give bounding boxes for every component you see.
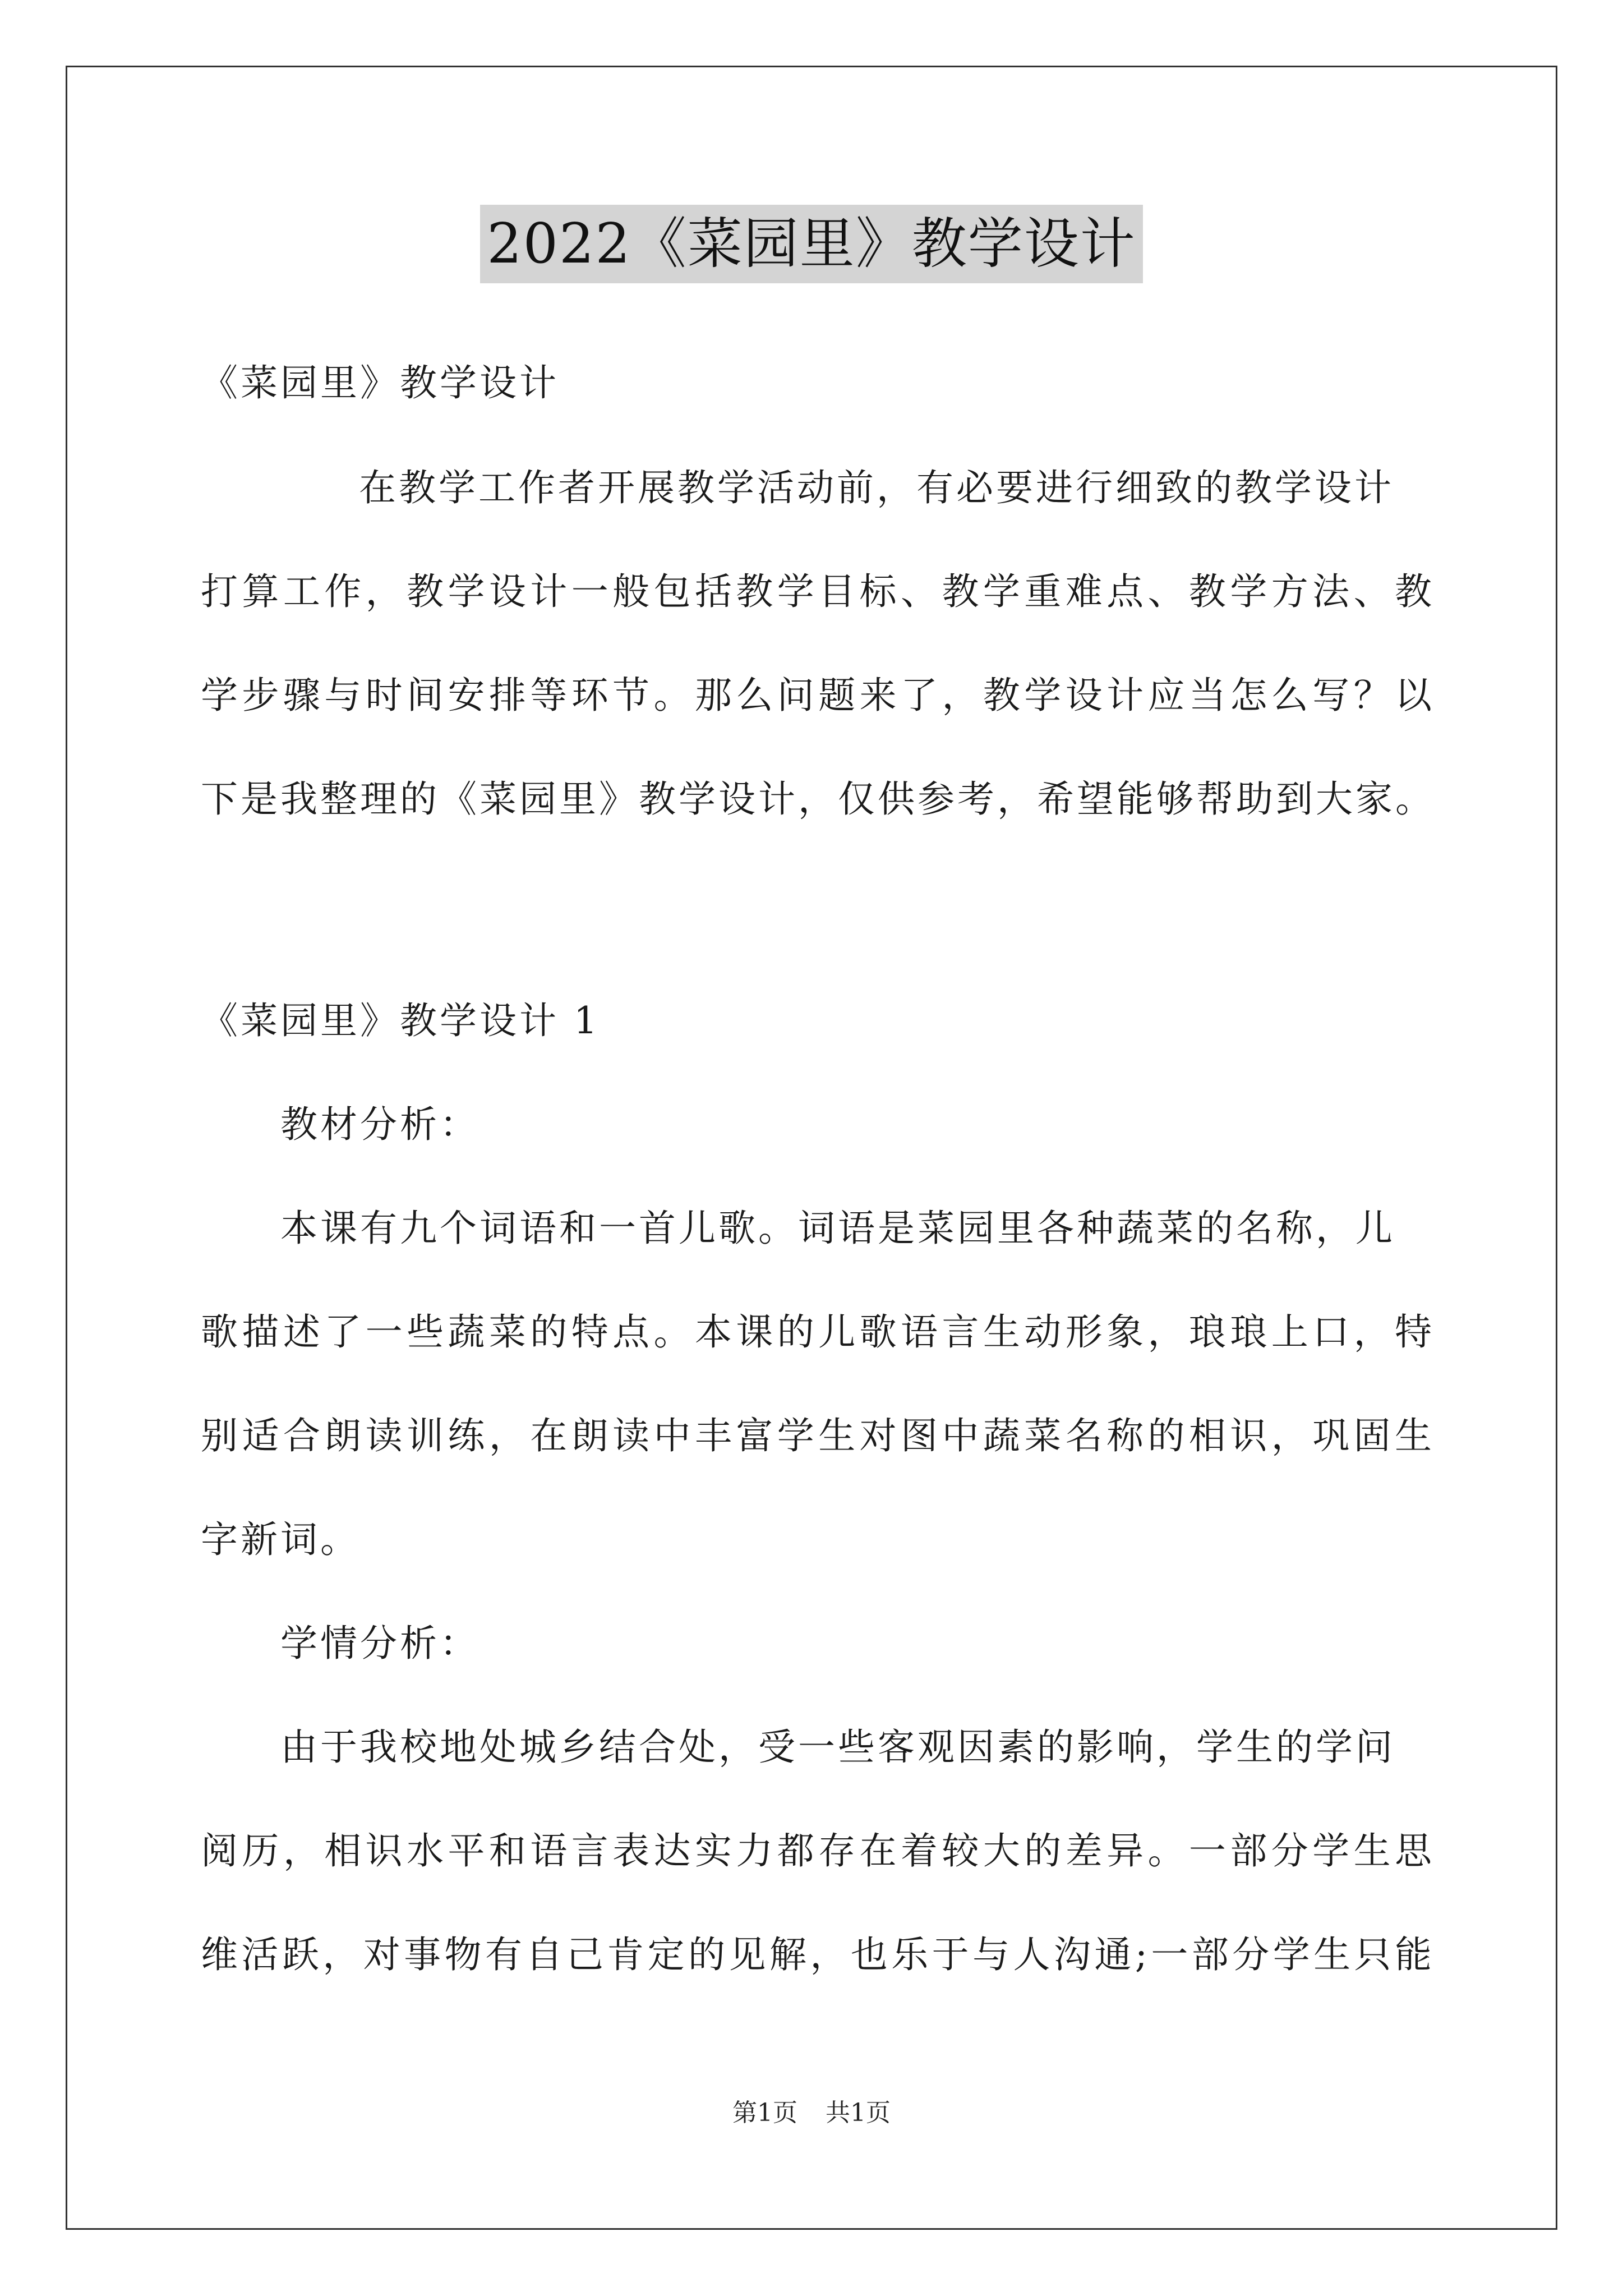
page-footer (0, 2092, 1623, 2128)
materials-line-1: 本课有九个词语和一首儿歌。词语是菜园里各种蔬菜的名称，儿 (280, 1207, 1395, 1250)
section1-heading: 《菜园里》教学设计 1 (201, 999, 600, 1042)
students-line-2: 阅历，相识水平和语言表达实力都存在着较大的差异。一部分学生思 (201, 1829, 1435, 1872)
intro-line-2: 打算工作，教学设计一般包括教学目标、教学重难点、教学方法、教 (201, 570, 1435, 613)
students-heading: 学情分析： (280, 1622, 479, 1665)
intro-line-3: 学步骤与时间安排等环节。那么问题来了，教学设计应当怎么写？以 (201, 674, 1435, 717)
materials-line-3: 别适合朗读训练，在朗读中丰富学生对图中蔬菜名称的相识，巩固生 (201, 1414, 1435, 1457)
students-line-1: 由于我校地处城乡结合处，受一些客观因素的影响，学生的学问 (280, 1726, 1395, 1769)
materials-line-2: 歌描述了一些蔬菜的特点。本课的儿歌语言生动形象，琅琅上口，特 (201, 1310, 1435, 1354)
page-number-current: 第1页 (732, 2099, 797, 2127)
intro-line-4: 下是我整理的《菜园里》教学设计，仅供参考，希望能够帮助到大家。 (201, 777, 1435, 821)
subtitle: 《菜园里》教学设计 (201, 361, 559, 404)
title-container (0, 205, 1623, 283)
page-number-total: 共1页 (826, 2099, 891, 2127)
materials-heading: 教材分析： (280, 1103, 479, 1146)
intro-line-1: 在教学工作者开展教学活动前，有必要进行细致的教学设计 (359, 466, 1394, 509)
materials-line-4: 字新词。 (201, 1518, 360, 1561)
document-title: 2022《菜园里》教学设计 (480, 205, 1142, 283)
students-line-3: 维活跃，对事物有自己肯定的见解，也乐于与人沟通;一部分学生只能 (201, 1933, 1435, 1976)
